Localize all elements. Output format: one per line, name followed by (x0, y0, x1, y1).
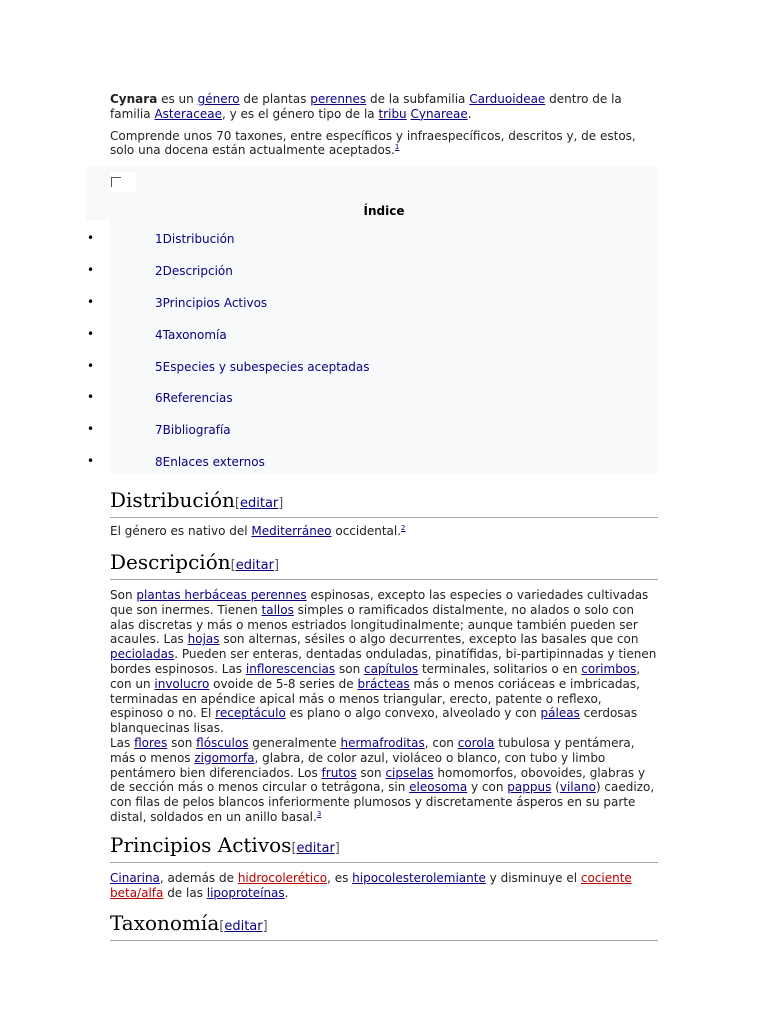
section-distribucion (110, 488, 658, 539)
section-principios-activos (110, 833, 658, 901)
link-hojas[interactable]: hojas (187, 632, 220, 647)
taxa-paragraph: Comprende unos 70 taxones, entre específicos y infraespecíficos, descritos y, de estos, solo una docena están actualmente aceptados.$^1$ (110, 128, 636, 158)
link-flosculos[interactable]: flósculos (196, 735, 249, 750)
bullet-icon: • (87, 390, 95, 405)
link-cynareae[interactable]: Cynareae (410, 106, 468, 121)
link-corimbos[interactable]: corimbos (581, 661, 637, 676)
genus-name: Cynara (110, 92, 158, 106)
bullet-icon: • (87, 326, 95, 341)
toc-item-label[interactable]: Referencias (162, 391, 233, 406)
descripcion-paragraph-2: Las flores son flósculos generalmente hermafroditas, con corola tubulosa y pentámera, más o menos zigomorfa, glabra, de color azul, violáceo o blanco, con tubo y limbo pentámero bien diferenciados. Los frutos son cipselas homomorfos, obovoides, glabras y de sección más o menos circular o tetrágona, sin eleosoma y con pappus (vilano) caedizo, con filas de pelos blancos inferiormente plumosos y discretamente ásperos en su parte distal, soldados en un anillo basal.$^3$ (110, 735, 655, 824)
ref-3[interactable]: 3 (316, 809, 322, 818)
table-of-contents: Índice • 1Distribución • 2Descripción • 3Principios Activos • 4Taxonomía • 5Especies y subespecies aceptadas • 6Referencias • 7Bibliografía • 8Enlaces externos (86, 166, 658, 474)
link-cinarina[interactable]: Cinarina (110, 871, 160, 885)
heading-principios-activos: Principios Activos[editar] (110, 833, 658, 863)
toc-item-label[interactable]: Taxonomía (162, 327, 227, 342)
link-asteraceae[interactable]: Asteraceae (154, 106, 222, 121)
edit-link[interactable]: editar (239, 496, 279, 511)
link-vilano[interactable]: vilano (559, 780, 596, 795)
link-pecioladas[interactable]: pecioladas (110, 647, 175, 662)
section-taxonomia (110, 911, 658, 941)
link-tribu[interactable]: tribu (378, 106, 407, 121)
bullet-icon: • (87, 294, 95, 309)
link-capitulos[interactable]: capítulos (363, 661, 419, 676)
intro-paragraph: Cynara es un género de plantas perennes de la subfamilia Carduoideae dentro de la familia Asteraceae, y es el género tipo de la tribu Cynareae. (110, 92, 622, 121)
bullet-icon: • (87, 231, 95, 245)
link-perennes[interactable]: perennes (310, 92, 367, 106)
link-tallos[interactable]: tallos (261, 602, 294, 617)
edit-link[interactable]: editar (296, 841, 335, 856)
toc-item-label[interactable]: Descripción (162, 263, 233, 278)
distribucion-paragraph: El género es nativo del Mediterráneo occidental.$^2$ (110, 524, 406, 538)
link-frutos[interactable]: frutos (321, 765, 357, 780)
link-paleas[interactable]: páleas (540, 706, 580, 721)
edit-link[interactable]: editar (224, 919, 263, 934)
link-hidrocoleretico[interactable]: hidrocolerético (237, 871, 328, 885)
intro-section (110, 92, 658, 158)
link-genero[interactable]: género (197, 92, 240, 106)
link-inflorescencias[interactable]: inflorescencias (245, 661, 336, 676)
link-mediterraneo[interactable]: Mediterráneo (251, 524, 332, 538)
ref-2[interactable]: 2 (401, 524, 406, 532)
toc-item-label[interactable]: Especies y subespecies aceptadas (162, 359, 370, 374)
link-flores[interactable]: flores (134, 735, 168, 750)
bullet-icon: • (87, 262, 95, 277)
edit-link[interactable]: editar (235, 558, 274, 573)
link-cipselas[interactable]: cipselas (385, 765, 434, 780)
heading-descripcion: Descripción[editar] (110, 550, 658, 580)
link-zigomorfa[interactable]: zigomorfa (194, 750, 255, 765)
edit-link-wrapper: [editar] (234, 496, 284, 511)
toc-item-label[interactable]: Bibliografía (162, 423, 231, 438)
link-receptaculo[interactable]: receptáculo (215, 706, 286, 721)
bullet-icon: • (87, 454, 95, 469)
heading-distribucion: Distribución[editar] (110, 488, 658, 518)
link-plantas-herbaceas[interactable]: plantas herbáceas perennes (136, 588, 307, 602)
section-descripcion (110, 550, 658, 825)
bullet-icon: • (87, 422, 95, 437)
link-cociente-beta-alfa[interactable]: cociente beta/alfa (110, 871, 632, 900)
toc-title: Índice (363, 204, 405, 218)
link-involucro[interactable]: involucro (154, 676, 210, 691)
link-hermafroditas[interactable]: hermafroditas (340, 735, 425, 750)
toc-toggle-icon (111, 177, 121, 187)
link-carduoideae[interactable]: Carduoideae (469, 92, 546, 106)
toc-item-label[interactable]: Distribución (162, 232, 235, 246)
link-lipoproteinas[interactable]: lipoproteínas (206, 885, 285, 900)
link-hipocolesterolemiante[interactable]: hipocolesterolemiante (352, 871, 486, 885)
link-bracteas[interactable]: brácteas (357, 676, 410, 691)
bullet-icon: • (87, 358, 95, 373)
ref-1[interactable]: 1 (394, 143, 400, 152)
link-pappus[interactable]: pappus (507, 780, 552, 795)
descripcion-paragraph-1: Son plantas herbáceas perennes espinosas, excepto las especies o variedades cultivadas que son inermes. Tienen tallos simples o ramificados distalmente, no alados o solo con alas discretas y más o menos estriados longitudinalmente; aunque también pueden ser acaules. Las hojas son alternas, sésiles o algo decurrentes, excepto las basales que con pecioladas. Pueden ser enteras, dentadas onduladas, pinatífidas, bi-partipinnadas y tienen bordes espinosos. Las inflorescencias son capítulos terminales, solitarios o en corimbos, con un involucro ovoide de 5-8 series de brácteas más o menos coriáceas e imbricadas, terminadas en apéndice apical más o menos triangular, erecto, patente o reflexo, espinoso o no. El receptáculo es plano o algo convexo, alveolado y con páleas cerdosas blanquecinas lisas. (110, 588, 657, 736)
principios-paragraph: Cinarina, además de hidrocolerético, es hipocolesterolemiante y disminuye el cociente beta/alfa de las lipoproteínas. (110, 871, 632, 900)
toc-item-label[interactable]: Enlaces externos (162, 455, 265, 470)
toc-item-label[interactable]: Principios Activos (162, 295, 268, 310)
heading-taxonomia: Taxonomía[editar] (110, 911, 658, 941)
link-eleosoma[interactable]: eleosoma (409, 780, 468, 795)
toc-toggle[interactable] (110, 172, 136, 192)
link-corola[interactable]: corola (457, 735, 495, 750)
